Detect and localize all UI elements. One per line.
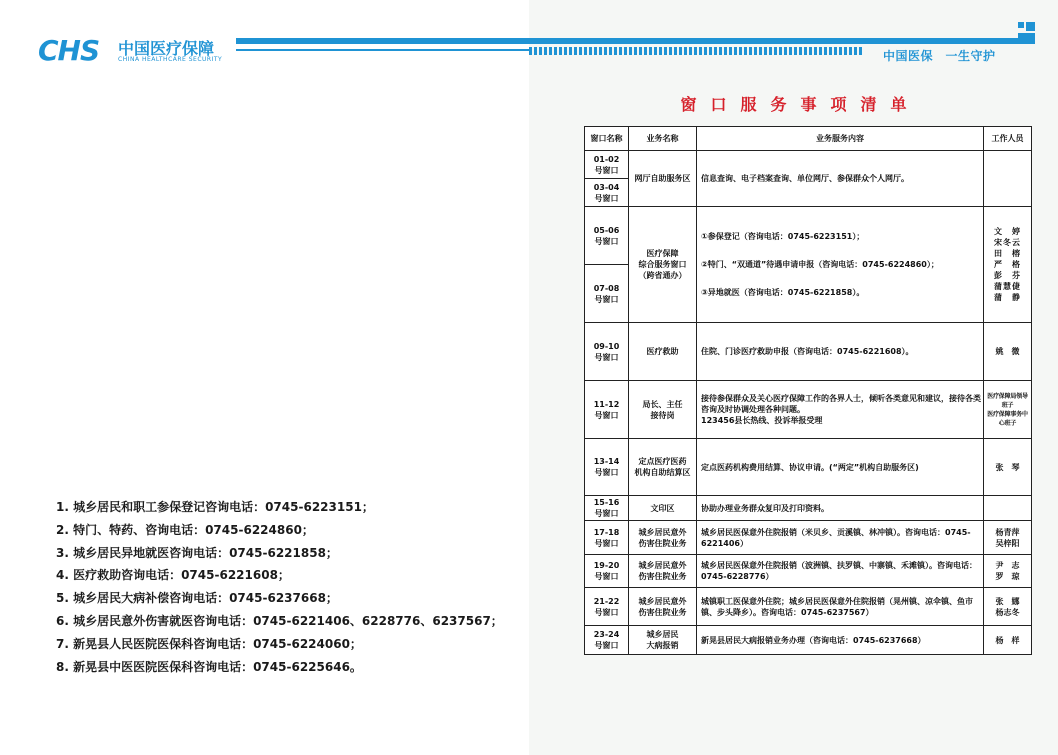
- decor-square: [1018, 33, 1035, 44]
- window-cell: 23-24 号窗口: [585, 626, 629, 655]
- content-line: ③异地就医（咨询电话：0745-6221858）。: [701, 287, 865, 297]
- staff-cell: 医疗保障局领导班子 医疗保障事务中心班子: [984, 381, 1032, 439]
- chs-logo: CHS: [38, 34, 100, 67]
- business-cell: 城乡居民 大病报销: [629, 626, 697, 655]
- content-line: ②特门、“双通道”待遇申请申报（咨询电话：0745-6224860）；: [701, 259, 939, 269]
- slogan: 中国医保 一生守护: [883, 49, 996, 63]
- table-row: [585, 588, 1032, 626]
- table-row: [585, 381, 1032, 439]
- staff-cell: [984, 151, 1032, 207]
- staff-cell: 尹 志 罗 琼: [984, 555, 1032, 588]
- table-row: [585, 626, 1032, 655]
- contact-list: [56, 496, 503, 678]
- business-cell: 文印区: [629, 496, 697, 521]
- content-line: ①参保登记（咨询电话：0745-6223151）；: [701, 231, 865, 241]
- contact-item: 6. 城乡居民意外伤害就医咨询电话：0745-6221406、6228776、6237567；: [56, 613, 503, 628]
- business-cell: 网厅自助服务区: [629, 151, 697, 207]
- staff-cell: 杨青萍 吴梓阳: [984, 521, 1032, 555]
- content-cell: 城乡居民医保意外住院报销（波洲镇、扶罗镇、中寨镇、禾滩镇）。咨询电话：0745-6228776）: [697, 555, 984, 588]
- brand-name-cn: 中国医疗保障: [118, 39, 215, 58]
- business-cell: 医疗保障 综合服务窗口 （跨省通办）: [629, 207, 697, 323]
- header-band: [529, 38, 1009, 44]
- window-cell: 13-14 号窗口: [585, 439, 629, 496]
- content-cell: 信息查询、电子档案查询、单位网厅、参保群众个人网厅。: [697, 151, 984, 207]
- table-row: [585, 323, 1032, 381]
- contact-item: 4. 医疗救助咨询电话：0745-6221608；: [56, 568, 290, 583]
- business-cell: 城乡居民意外 伤害住院业务: [629, 521, 697, 555]
- window-cell: 03-04 号窗口: [585, 179, 629, 207]
- window-cell: 19-20 号窗口: [585, 555, 629, 588]
- business-cell: 医疗救助: [629, 323, 697, 381]
- decor-square: [1026, 22, 1035, 31]
- header-band: [236, 38, 529, 44]
- content-cell: 城乡居民医保意外住院报销（米贝乡、贡溪镇、林冲镇）。咨询电话：0745-6221406）: [697, 521, 984, 555]
- services-table: [584, 126, 1032, 655]
- window-cell: 21-22 号窗口: [585, 588, 629, 626]
- table-row: [585, 496, 1032, 521]
- table-row: [585, 207, 1032, 265]
- business-cell: 定点医疗医药 机构自助结算区: [629, 439, 697, 496]
- content-cell: 城镇职工医保意外住院；城乡居民医保意外住院报销（晃州镇、凉伞镇、鱼市镇、步头降乡）。咨询电话：0745-6237567）: [697, 588, 984, 626]
- window-cell: 07-08 号窗口: [585, 265, 629, 323]
- contact-item: 1. 城乡居民和职工参保登记咨询电话：0745-6223151；: [56, 500, 374, 514]
- contact-item: 7. 新晃县人民医院医保科咨询电话：0745-6224060；: [56, 636, 362, 651]
- page-title: 窗口服务事项清单: [680, 95, 921, 114]
- staff-cell: 杨 样: [984, 626, 1032, 655]
- business-cell: 城乡居民意外 伤害住院业务: [629, 555, 697, 588]
- staff-cell: 张 琴: [984, 439, 1032, 496]
- window-cell: 11-12 号窗口: [585, 381, 629, 439]
- table-row: [585, 439, 1032, 496]
- staff-cell: [984, 496, 1032, 521]
- content-cell: 协助办理业务群众复印及打印资料。: [697, 496, 984, 521]
- content-cell: 接待参保群众及关心医疗保障工作的各界人士，倾听各类意见和建议，接待各类咨询及时协调处理各种问题。 123456县长热线、投诉举报受理: [697, 381, 984, 439]
- staff-cell: 姚 微: [984, 323, 1032, 381]
- window-cell: 01-02 号窗口: [585, 151, 629, 179]
- business-cell: 局长、主任 接待岗: [629, 381, 697, 439]
- header-band-thin: [236, 49, 529, 51]
- window-cell: 17-18 号窗口: [585, 521, 629, 555]
- table-row: [585, 555, 1032, 588]
- table-header-row: [585, 127, 1032, 151]
- window-cell: 05-06 号窗口: [585, 207, 629, 265]
- contact-item: 8. 新晃县中医医院医保科咨询电话：0745-6225646。: [56, 659, 362, 674]
- contact-item: 3. 城乡居民异地就医咨询电话：0745-6221858；: [56, 545, 338, 560]
- content-cell: 住院、门诊医疗救助申报（咨询电话：0745-6221608）。: [697, 323, 984, 381]
- staff-cell: 张 娜 杨志冬: [984, 588, 1032, 626]
- business-cell: 城乡居民意外 伤害住院业务: [629, 588, 697, 626]
- contact-item: 2. 特门、特药、咨询电话：0745-6224860；: [56, 522, 314, 537]
- table-header: 业务服务内容: [697, 127, 984, 151]
- window-cell: 15-16 号窗口: [585, 496, 629, 521]
- table-row: [585, 151, 1032, 179]
- content-cell: [697, 207, 984, 323]
- content-cell: 新晃县居民大病报销业务办理（咨询电话：0745-6237668）: [697, 626, 984, 655]
- brand-name-en: CHINA HEALTHCARE SECURITY: [118, 56, 223, 63]
- table-header: 业务名称: [629, 127, 697, 151]
- header-hatch: [529, 47, 864, 55]
- decor-square: [1009, 38, 1018, 44]
- decor-square: [1018, 22, 1024, 28]
- content-cell: 定点医药机构费用结算、协议申请。(“两定”机构自助服务区): [697, 439, 984, 496]
- table-header: 工作人员: [984, 127, 1032, 151]
- right-page: [529, 0, 1058, 755]
- window-cell: 09-10 号窗口: [585, 323, 629, 381]
- table-header: 窗口名称: [585, 127, 629, 151]
- contact-item: 5. 城乡居民大病补偿咨询电话：0745-6237668；: [56, 591, 338, 606]
- table-row: [585, 521, 1032, 555]
- staff-cell: 文 婷 宋冬云 田 榕 严 格 彭 芬 蒲慧倢 蒲 静: [984, 207, 1032, 323]
